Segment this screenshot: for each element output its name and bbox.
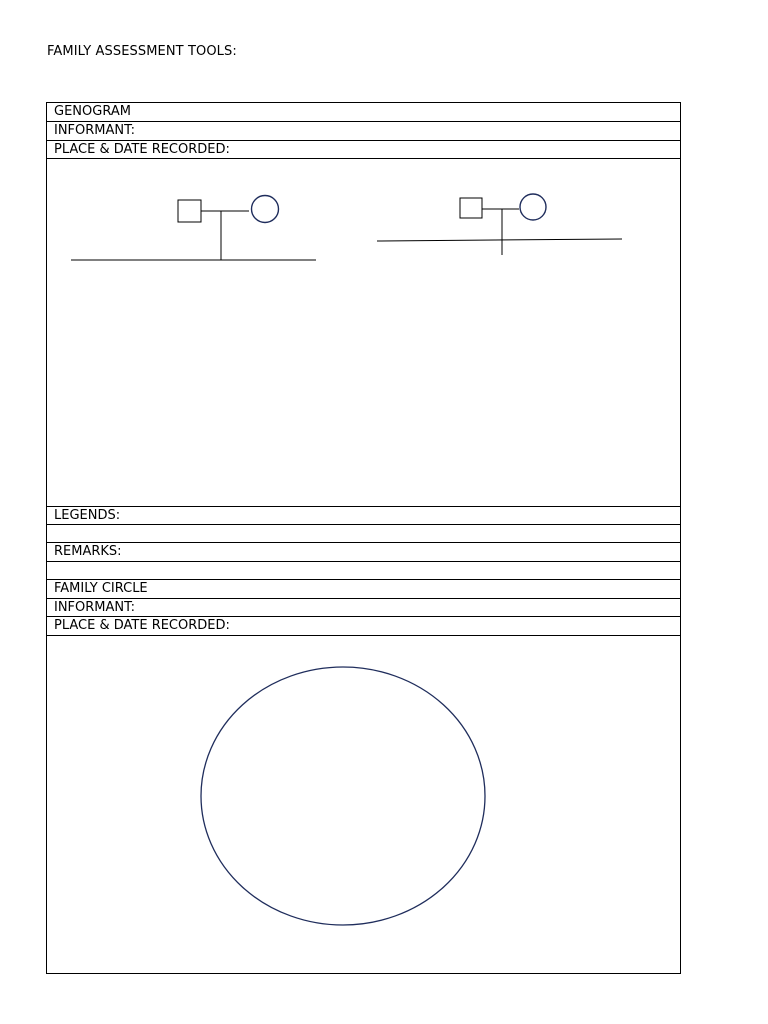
legends-label: LEGENDS:	[54, 508, 121, 523]
legends-blank-row[interactable]	[47, 525, 680, 543]
family-circle-heading: FAMILY CIRCLE	[54, 581, 148, 596]
female-circle-icon	[520, 194, 546, 220]
family-circle-icon	[201, 667, 485, 925]
page-title: FAMILY ASSESSMENT TOOLS:	[47, 44, 237, 59]
genogram-place-date-row[interactable]	[47, 141, 680, 159]
assessment-form-table	[46, 102, 681, 974]
remarks-blank-row[interactable]	[47, 562, 680, 580]
genogram-heading-row	[47, 103, 680, 122]
genogram-place-date-label: PLACE & DATE RECORDED:	[54, 142, 230, 157]
family-circle-heading-row	[47, 580, 680, 599]
sibship-line	[377, 239, 622, 241]
remarks-row[interactable]	[47, 543, 680, 562]
family-circle-informant-row[interactable]	[47, 599, 680, 617]
family-circle-diagram	[47, 636, 680, 973]
male-square-icon	[178, 200, 201, 222]
female-circle-icon	[252, 196, 279, 223]
remarks-label: REMARKS:	[54, 544, 122, 559]
genogram-diagram	[47, 159, 680, 506]
legends-row[interactable]	[47, 507, 680, 525]
genogram-heading: GENOGRAM	[54, 104, 131, 119]
family-circle-informant-label: INFORMANT:	[54, 600, 136, 615]
genogram-informant-label: INFORMANT:	[54, 123, 136, 138]
male-square-icon	[460, 198, 482, 218]
family-circle-place-date-label: PLACE & DATE RECORDED:	[54, 618, 230, 633]
genogram-drawing-area[interactable]	[47, 159, 680, 507]
family-circle-drawing-area[interactable]	[47, 636, 680, 973]
genogram-informant-row[interactable]	[47, 122, 680, 141]
family-circle-place-date-row[interactable]	[47, 617, 680, 636]
